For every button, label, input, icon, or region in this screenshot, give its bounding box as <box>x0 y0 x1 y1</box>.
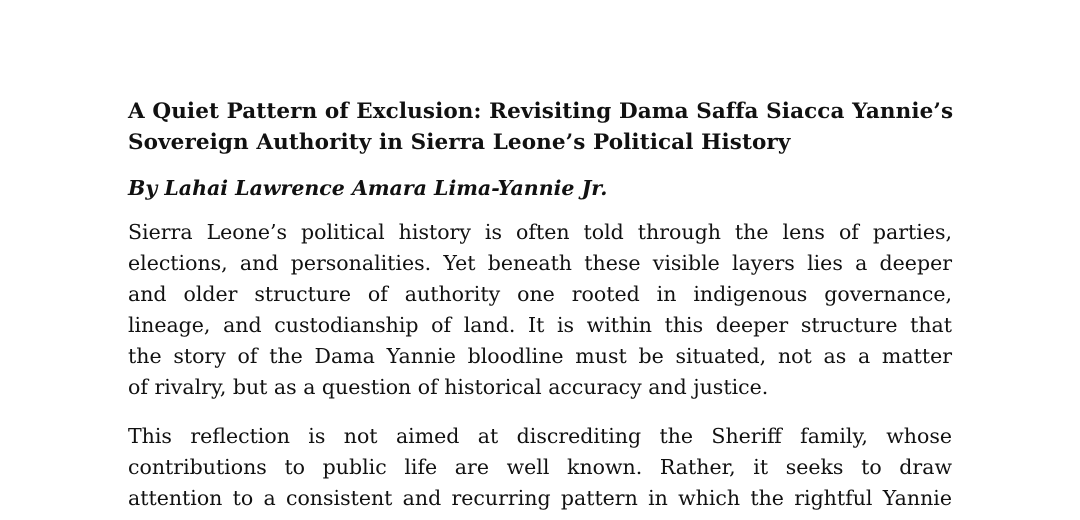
article-title <box>128 96 952 158</box>
paragraph-1 <box>128 217 952 403</box>
paragraph-line: attention to a consistent and recurring pattern in which the rightful Yannie <box>128 486 952 510</box>
paragraph-line: and older structure of authority one rooted in indigenous governance, <box>128 282 952 306</box>
paragraph-2 <box>128 421 952 514</box>
title-line: Sovereign Authority in Sierra Leone’s Political History <box>128 130 791 155</box>
paragraph-line: This reflection is not aimed at discrediting the Sheriff family, whose <box>128 424 952 448</box>
paragraph-line: contributions to public life are well known. Rather, it seeks to draw <box>128 455 952 479</box>
paragraph-line: the story of the Dama Yannie bloodline must be situated, not as a matter <box>128 344 952 368</box>
document-page <box>128 96 952 514</box>
paragraph-line: of rivalry, but as a question of historical accuracy and justice. <box>128 375 769 399</box>
paragraph-line: lineage, and custodianship of land. It is within this deeper structure that <box>128 313 952 337</box>
title-line: A Quiet Pattern of Exclusion: Revisiting Dama Saffa Siacca Yannie’s <box>128 99 954 124</box>
paragraph-line: Sierra Leone’s political history is often told through the lens of parties, <box>128 220 952 244</box>
article-byline: By Lahai Lawrence Amara Lima-Yannie Jr. <box>128 176 608 200</box>
paragraph-line: elections, and personalities. Yet beneath these visible layers lies a deeper <box>128 251 952 275</box>
